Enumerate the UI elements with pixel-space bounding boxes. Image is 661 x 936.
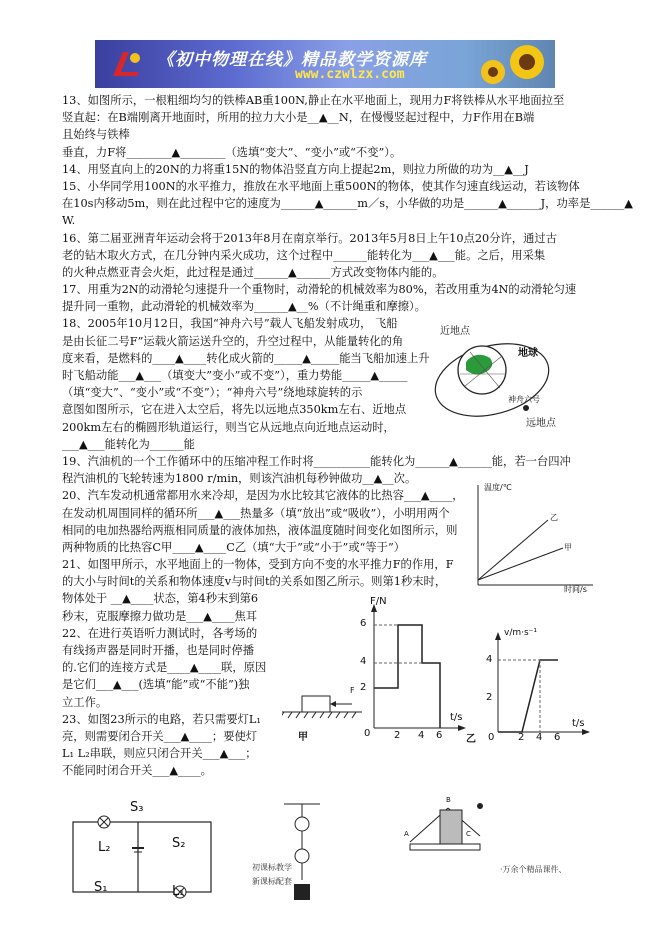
text-line: W. (62, 214, 76, 228)
switch-s3: S₃ (130, 800, 144, 815)
text-line: 不能同时闭合开关___▲____。 (62, 764, 212, 778)
force-time-graph (358, 596, 468, 741)
line-yi-label: 乙 (550, 513, 558, 522)
incline-diagram (400, 796, 495, 861)
text-line: 有线扬声器是同时开播，也是同时停播 (62, 644, 255, 657)
text-line: 14、用竖直向上的20N的力将重15N的物体沿竖直方向上提起2m，则拉力所做的功为__▲__J (62, 162, 529, 176)
earth-label: 地球 (518, 348, 538, 359)
text-line: 立工作。 (62, 695, 108, 709)
text-line: 相同的电加热器给两瓶相同质量的液体加热，液体温度随时间变化如图所示，则 (62, 523, 458, 537)
banner-url: www.czwlzx.com (295, 67, 405, 82)
text-line: 19、汽油机的一个工作循环中的压缩冲程工作时将__________能转化为______▲______能，若一台四冲 (62, 454, 571, 468)
apogee-label: 远地点 (526, 418, 556, 429)
text-line: 17、用重为2N的动滑轮匀速提升一个重物时，动滑轮的机械效率为80%，若改用重为4N的动滑轮匀速 (62, 283, 577, 297)
text-line: 200km左右的椭圆形轨道运行，则当它从远地点向近地点运动时， (62, 420, 395, 434)
lamp-l1: L₁ (172, 884, 185, 899)
text-line: ___▲___能转化为______能 (62, 437, 195, 451)
footer-note-1: 初课标教学 (252, 863, 292, 872)
pulley-figure (282, 800, 322, 905)
temperature-ylabel: 温度/℃ (484, 483, 512, 492)
incline-figure (400, 796, 495, 861)
velocity-xlabel: t/s (572, 718, 585, 729)
text-line: 秒末，克服摩擦力做功是___▲____焦耳 (62, 609, 258, 623)
text-line: 提升同一重物，此动滑轮的机械效率为______▲__%（不计绳重和摩擦）。 (62, 300, 426, 314)
text-line: 垂直，力F将________▲________（选填“变大”、“变小”或“不变”）。 (62, 145, 402, 159)
text-line: 的大小与时间t的关系和物体速度v与时间t的关系如图乙所示。则第1秒末时， (62, 575, 447, 589)
force-xlabel: t/s (450, 712, 463, 723)
velocity-ytick-2: 2 (486, 692, 493, 703)
text-line: 亮，则需要闭合开关___▲____；要使灯 (62, 729, 258, 743)
logo-icon (109, 48, 145, 80)
sunflower-icon (469, 42, 549, 86)
text-line: 的火种点燃亚青会火炬，此过程是通过______▲______方式改变物体内能的。 (62, 265, 444, 279)
circuit-diagram (68, 800, 218, 900)
switch-s1: S₁ (94, 880, 108, 895)
text-line: 意图如图所示，它在进入太空后，将先以远地点350km左右、近地点 (62, 403, 407, 417)
force-ylabel: F/N (370, 596, 387, 607)
text-line: 程汽油机的飞轮转速为1800 r/min，则该汽油机每秒钟做功__▲__次。 (62, 472, 417, 486)
footer-note-2: 新课标配套 (252, 877, 292, 886)
velocity-xtick-4: 4 (536, 732, 543, 743)
banner-title: 《初中物理在线》精品教学资源库 (157, 50, 427, 70)
text-line: （填“变大”、“变小”或“不变”）；“神舟六号”绕地球旋转的示 (62, 386, 363, 400)
text-line: 是由长征二号F”运载火箭运送升空的，升空过程中，从能量转化的角 (62, 334, 404, 348)
force-arrow-label: F (350, 686, 355, 695)
text-line: 21、如图甲所示，水平地面上的一物体，受到方向不变的水平推力F的作用，F (62, 558, 454, 572)
text-line: L₁ L₂串联，则应只闭合开关___▲___； (62, 747, 257, 761)
force-ytick-6: 6 (360, 618, 367, 629)
text-line: 23、如图23所示的电路，若只需要灯L₁ (62, 712, 261, 726)
text-line: 两种物质的比热容C甲____▲____C乙（填“大于”或“小于”或“等于”） (62, 540, 406, 554)
text-line: 22、在进行英语听力测试时，各考场的 (62, 626, 258, 640)
point-c: C (466, 830, 471, 838)
text-line: 且始终与铁棒 (62, 128, 130, 142)
velocity-time-graph (482, 628, 592, 743)
text-line: 13、如图所示，一根粗细均匀的铁棒AB重100N,静止在水平地面上，现用力F将铁棒从水平地面拉至 (62, 94, 565, 107)
temperature-xlabel: 时间/s (564, 585, 587, 594)
text-line: 20、汽车发动机通常都用水来冷却，是因为水比较其它液体的比热容___▲____， (62, 489, 464, 503)
point-a: A (404, 830, 409, 838)
ship-label: 神舟六号 (508, 395, 540, 404)
velocity-xtick-6: 6 (554, 732, 561, 743)
line-jia-label: 甲 (564, 543, 572, 552)
force-xtick-2: 2 (394, 730, 401, 741)
force-xtick-6: 6 (436, 730, 443, 741)
footer-note-3: ·万余个精品课件、 (500, 865, 567, 874)
perigee-label: 近地点 (440, 326, 470, 337)
velocity-ylabel: v/m·s⁻¹ (504, 628, 538, 638)
text-line: 16、第二届亚洲青年运动会将于2013年8月在南京举行。2013年5月8日上午10点20分许，通过古 (62, 231, 557, 245)
text-line: 在10s内移动5m，则在此过程中它的速度为______▲______m／s，小华做的功是______▲______J，功率是______▲ (62, 197, 633, 211)
text-line: 15、小华同学用100N的水平推力，推放在水平地面上重500N的物体，使其作匀速直线运动，若该物体 (62, 179, 580, 193)
temperature-graph (468, 480, 598, 595)
text-line: 在发动机周围同样的循环所___▲___热量多（填“放出”或“吸收”），小明用两个 (62, 506, 450, 520)
force-ytick-2: 2 (360, 682, 367, 693)
point-b: B (446, 796, 451, 804)
force-origin: 0 (364, 728, 371, 739)
lamp-l2: L₂ (98, 840, 111, 855)
caption-yi: 乙 (466, 734, 476, 745)
caption-jia: 甲 (298, 732, 308, 743)
text-line: 物体处于 __▲____状态，第4秒末到第6 (62, 592, 259, 606)
text-line: 老的钻木取火方式，在几分钟内采火成功，这个过程中______能转化为___▲___能。之后，用采集 (62, 248, 546, 262)
force-xtick-4: 4 (418, 730, 425, 741)
temperature-axes (468, 480, 598, 595)
force-ytick-4: 4 (360, 656, 367, 667)
header-banner (95, 40, 555, 88)
text-line: 竖直起：在B端刚离开地面时，所用的拉力大小是__▲__N，在慢慢竖起过程中，力F作用在B端 (62, 111, 535, 125)
text-line: 的.它们的连接方式是____▲____联，原因 (62, 661, 267, 675)
circuit-wires (68, 800, 218, 900)
pulley-diagram (282, 800, 322, 905)
text-line: 是它们___▲___(选填“能”或“不能”)独 (62, 678, 250, 692)
text-line: 度来看，是燃料的____▲____转化成火箭的_____▲_____能当飞船加速上升 (62, 351, 430, 365)
velocity-xtick-2: 2 (518, 732, 525, 743)
block-figure (282, 684, 362, 744)
text-line: 时飞船动能___▲___（填变大”变小”或不变”），重力势能_____▲_____ (62, 369, 408, 382)
velocity-origin: 0 (488, 732, 495, 743)
text-line: 18、2005年10月12日，我国“神舟六号”载人飞船发射成功， 飞船 (62, 317, 398, 331)
switch-s2: S₂ (172, 836, 186, 851)
orbit-figure (430, 322, 560, 432)
velocity-ytick-4: 4 (486, 654, 493, 665)
